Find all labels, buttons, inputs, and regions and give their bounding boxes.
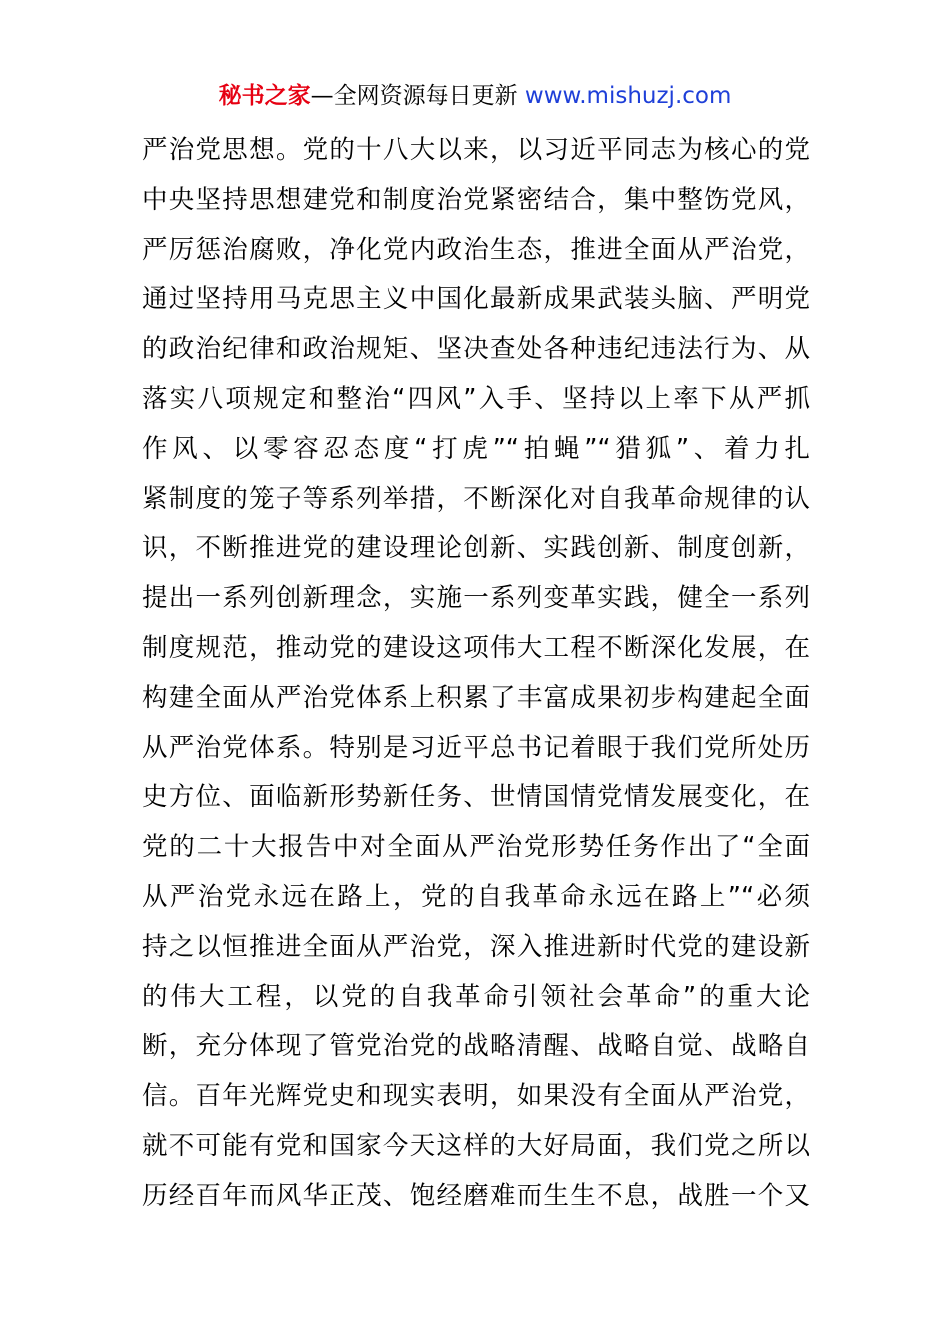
text-line: 历经百年而风华正茂、饱经磨难而生生不息，战胜一个又 xyxy=(142,1180,810,1211)
text-line: 紧制度的笼子等系列举措，不断深化对自我革命规律的认 xyxy=(142,483,810,514)
text-line: 提出一系列创新理念，实施一系列变革实践，健全一系列 xyxy=(142,583,810,614)
text-line: 从严治党体系。特别是习近平总书记着眼于我们党所处历 xyxy=(142,732,810,763)
text-line: 断，充分体现了管党治党的战略清醒、战略自觉、战略自 xyxy=(142,1031,810,1062)
text-line: 的伟大工程，以党的自我革命引领社会革命”的重大论 xyxy=(142,981,810,1012)
text-line: 就不可能有党和国家今天这样的大好局面，我们党之所以 xyxy=(142,1130,810,1161)
site-brand: 秘书之家 xyxy=(218,83,311,109)
text-line: 落实八项规定和整治“四风”入手、坚持以上率下从严抓 xyxy=(142,383,810,414)
text-line: 从严治党永远在路上，党的自我革命永远在路上”“必须 xyxy=(142,881,810,912)
text-line: 中央坚持思想建党和制度治党紧密结合，集中整饬党风， xyxy=(142,184,810,215)
text-line: 严厉惩治腐败，净化党内政治生态，推进全面从严治党， xyxy=(142,234,810,265)
page-header xyxy=(0,78,950,114)
text-line: 识，不断推进党的建设理论创新、实践创新、制度创新， xyxy=(142,533,810,564)
text-line: 持之以恒推进全面从严治党，深入推进新时代党的建设新 xyxy=(142,931,810,962)
text-line: 信。百年光辉党史和现实表明，如果没有全面从严治党， xyxy=(142,1081,810,1112)
site-url-link[interactable]: www.mishuzj.com xyxy=(524,83,732,109)
text-line: 通过坚持用马克思主义中国化最新成果武装头脑、严明党 xyxy=(142,284,810,315)
text-line: 严治党思想。党的十八大以来，以习近平同志为核心的党 xyxy=(142,135,810,165)
text-line: 党的二十大报告中对全面从严治党形势任务作出了“全面 xyxy=(142,832,810,863)
text-line: 史方位、面临新形势新任务、世情国情党情发展变化，在 xyxy=(142,782,810,813)
text-line: 的政治纪律和政治规矩、坚决查处各种违纪违法行为、从 xyxy=(142,334,810,365)
text-line: 制度规范，推动党的建设这项伟大工程不断深化发展，在 xyxy=(142,632,810,663)
document-body xyxy=(142,126,810,1222)
text-line: 作风、以零容忍态度“打虎”“拍蝇”“猎狐”、着力扎 xyxy=(142,433,810,464)
text-line: 构建全面从严治党体系上积累了丰富成果初步构建起全面 xyxy=(142,682,810,713)
site-tagline: —全网资源每日更新 xyxy=(310,83,518,109)
